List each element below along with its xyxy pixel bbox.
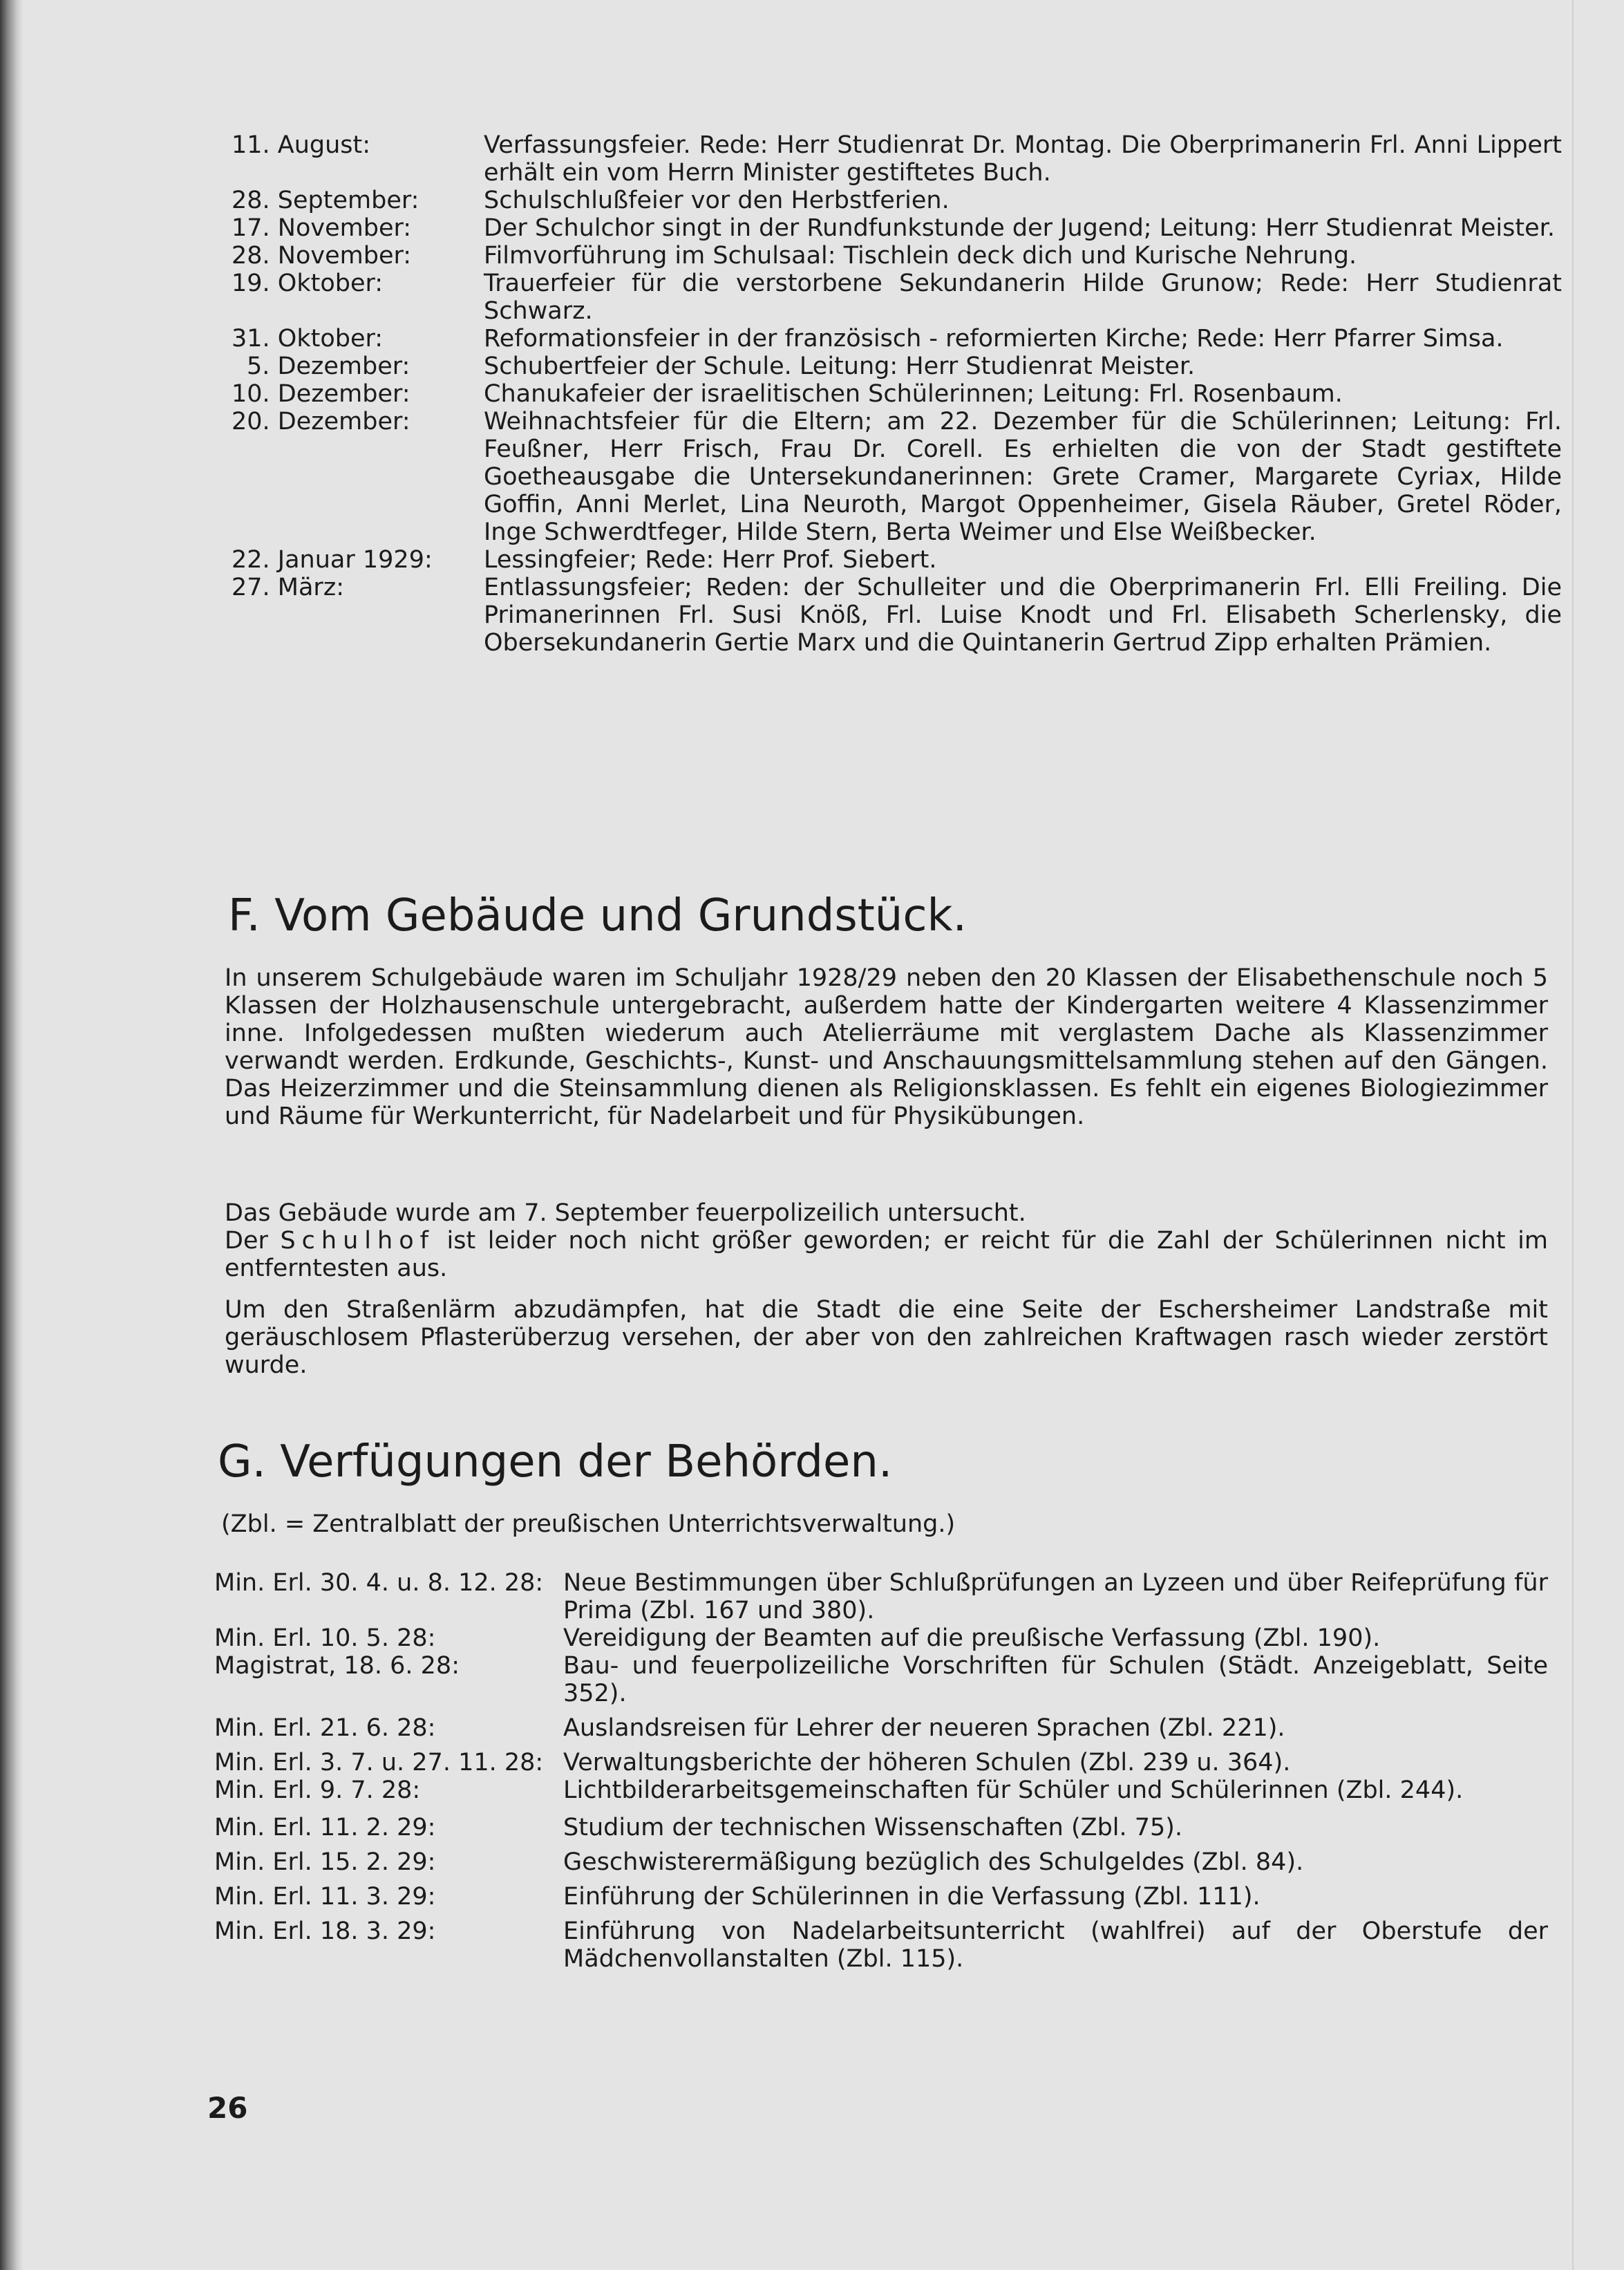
decree-reference: Min. Erl. 30. 4. u. 8. 12. 28: <box>214 1569 544 1597</box>
event-text: Filmvorführung im Schulsaal: Tischlein deck dich und Kurische Nehrung. <box>484 242 1357 270</box>
event-entry <box>204 546 1562 574</box>
decree-text: Geschwisterermäßigung bezüglich des Schulgeldes (Zbl. 84). <box>563 1848 1304 1876</box>
decree-reference: Min. Erl. 11. 3. 29: <box>214 1883 436 1911</box>
event-text: Reformationsfeier in der französisch - reformierten Kirche; Rede: Herr Pfarrer Simsa. <box>484 325 1504 353</box>
event-entry <box>204 270 1562 325</box>
decree-reference: Min. Erl. 18. 3. 29: <box>214 1917 436 1945</box>
decree-entry <box>214 1652 1548 1707</box>
event-list <box>204 131 1562 657</box>
event-date: 27. März: <box>232 574 344 601</box>
event-entry <box>204 353 1562 380</box>
event-date: 19. Oktober: <box>232 270 384 297</box>
event-text: Schulschlußfeier vor den Herbstferien. <box>484 187 950 214</box>
decree-reference: Min. Erl. 3. 7. u. 27. 11. 28: <box>214 1749 544 1776</box>
event-date: 20. Dezember: <box>232 408 410 435</box>
event-date: 28. November: <box>232 242 412 270</box>
decree-entry <box>214 1749 1548 1776</box>
event-text: Der Schulchor singt in der Rundfunkstunde der Jugend; Leitung: Herr Studienrat Meister. <box>484 214 1555 242</box>
schoolyard-intro: Der <box>225 1227 268 1255</box>
schoolyard-spaced-word: Schulhof <box>280 1227 435 1255</box>
street-noise-paragraph: Um den Straßenlärm abzudämpfen, hat die Stadt die eine Seite der Eschersheimer Landstraße mit geräuschlosem Pflasterüberzug versehen, der aber von den zahlreichen Kraftwagen rasch wieder zerstört wurde. <box>225 1296 1548 1379</box>
decree-text: Einführung der Schülerinnen in die Verfassung (Zbl. 111). <box>563 1883 1261 1911</box>
event-entry <box>204 242 1562 270</box>
decree-text: Einführung von Nadelarbeitsunterricht (wahlfrei) auf der Oberstufe der Mädchenvollanstalten (Zbl. 115). <box>563 1917 1548 1973</box>
decree-reference: Min. Erl. 11. 2. 29: <box>214 1814 436 1841</box>
event-entry <box>204 325 1562 353</box>
event-text: Lessingfeier; Rede: Herr Prof. Siebert. <box>484 546 937 574</box>
decree-entry <box>214 1624 1548 1652</box>
decree-text: Verwaltungsberichte der höheren Schulen (Zbl. 239 u. 364). <box>563 1749 1291 1776</box>
event-text: Weihnachtsfeier für die Eltern; am 22. Dezember für die Schülerinnen; Leitung: Frl. Feußner, Herr Frisch, Frau Dr. Corell. Es erhielten die von der Stadt gestiftete Goetheausgabe die Untersekundanerinnen: Grete Cramer, Margarete Cyriax, Hilde Goffin, Anni Merlet, Lina Neuroth, Margot Oppenheimer, Gisela Räuber, Gretel Röder, Inge Schwerdtfeger, Hilde Stern, Berta Weimer und Else Weißbecker. <box>484 408 1562 546</box>
inspection-paragraph: Das Gebäude wurde am 7. September feuerpolizeilich untersucht. <box>225 1199 1026 1227</box>
schoolyard-rest: ist leider noch nicht größer geworden; er reicht für die Zahl der Schülerinnen nicht im entferntesten aus. <box>225 1227 1548 1282</box>
decree-text: Bau- und feuerpolizeiliche Vorschriften für Schulen (Städt. Anzeigeblatt, Seite 352). <box>563 1652 1548 1707</box>
section-g-heading: G. Verfügungen der Behörden. <box>218 1436 893 1488</box>
event-entry <box>204 131 1562 187</box>
scan-fold-line <box>1572 0 1574 2270</box>
decree-entry <box>214 1776 1548 1804</box>
decree-reference: Min. Erl. 9. 7. 28: <box>214 1776 421 1804</box>
decree-text: Vereidigung der Beamten auf die preußische Verfassung (Zbl. 190). <box>563 1624 1381 1652</box>
decree-reference: Min. Erl. 21. 6. 28: <box>214 1714 436 1742</box>
building-paragraph: In unserem Schulgebäude waren im Schuljahr 1928/29 neben den 20 Klassen der Elisabethenschule noch 5 Klassen der Holzhausenschule untergebracht, außerdem hatte der Kindergarten weitere 4 Klassenzimmer inne. Infolgedessen mußten wiederum auch Atelierräume mit verglastem Dache als Klassenzimmer verwandt werden. Erdkunde, Geschichts-, Kunst- und Anschauungsmittelsammlung stehen auf den Gängen. Das Heizerzimmer und die Steinsammlung dienen als Religionsklassen. Es fehlt ein eigenes Biologiezimmer und Räume für Werkunterricht, für Nadelarbeit und für Physikübungen. <box>225 964 1548 1130</box>
event-date: 5. Dezember: <box>247 353 410 380</box>
event-entry <box>204 187 1562 214</box>
decree-entry <box>214 1714 1548 1742</box>
decree-reference: Min. Erl. 10. 5. 28: <box>214 1624 436 1652</box>
decree-entry <box>214 1883 1548 1911</box>
section-f-heading: F. Vom Gebäude und Grundstück. <box>228 890 967 941</box>
decree-entry <box>214 1917 1548 1973</box>
event-date: 17. November: <box>232 214 412 242</box>
event-text: Chanukafeier der israelitischen Schülerinnen; Leitung: Frl. Rosenbaum. <box>484 380 1343 408</box>
event-text: Schubertfeier der Schule. Leitung: Herr Studienrat Meister. <box>484 353 1196 380</box>
decree-text: Studium der technischen Wissenschaften (Zbl. 75). <box>563 1814 1183 1841</box>
event-text: Entlassungsfeier; Reden: der Schulleiter und die Oberprimanerin Frl. Elli Freiling. Die Primanerinnen Frl. Susi Knöß, Frl. Luise Knodt und Frl. Elisabeth Scherlensky, die Obersekundanerin Gertie Marx und die Quintanerin Gertrud Zipp erhalten Prämien. <box>484 574 1562 657</box>
event-entry <box>204 214 1562 242</box>
page-number: 26 <box>207 2091 248 2125</box>
event-date: 28. September: <box>232 187 419 214</box>
decree-entry <box>214 1848 1548 1876</box>
decree-entry <box>214 1569 1548 1624</box>
event-date: 22. Januar 1929: <box>232 546 433 574</box>
decree-reference: Min. Erl. 15. 2. 29: <box>214 1848 436 1876</box>
event-entry <box>204 574 1562 657</box>
event-entry <box>204 408 1562 546</box>
event-date: 11. August: <box>232 131 371 159</box>
decree-text: Neue Bestimmungen über Schlußprüfungen an Lyzeen und über Reifeprüfung für Prima (Zbl. 167 und 380). <box>563 1569 1548 1624</box>
event-date: 10. Dezember: <box>232 380 410 408</box>
abbreviation-note: (Zbl. = Zentralblatt der preußischen Unterrichtsverwaltung.) <box>221 1510 956 1538</box>
decree-entry <box>214 1814 1548 1841</box>
decree-list <box>214 1569 1548 1973</box>
decree-reference: Magistrat, 18. 6. 28: <box>214 1652 460 1680</box>
event-text: Trauerfeier für die verstorbene Sekundanerin Hilde Grunow; Rede: Herr Studienrat Schwarz. <box>484 270 1562 325</box>
decree-text: Auslandsreisen für Lehrer der neueren Sprachen (Zbl. 221). <box>563 1714 1285 1742</box>
event-entry <box>204 380 1562 408</box>
event-date: 31. Oktober: <box>232 325 384 353</box>
event-text: Verfassungsfeier. Rede: Herr Studienrat Dr. Montag. Die Oberprimanerin Frl. Anni Lippert erhält ein vom Herrn Minister gestiftetes Buch. <box>484 131 1562 187</box>
schoolyard-paragraph <box>225 1227 1548 1282</box>
decree-text: Lichtbilderarbeitsgemeinschaften für Schüler und Schülerinnen (Zbl. 244). <box>563 1776 1464 1804</box>
scan-binding-edge <box>0 0 23 2270</box>
